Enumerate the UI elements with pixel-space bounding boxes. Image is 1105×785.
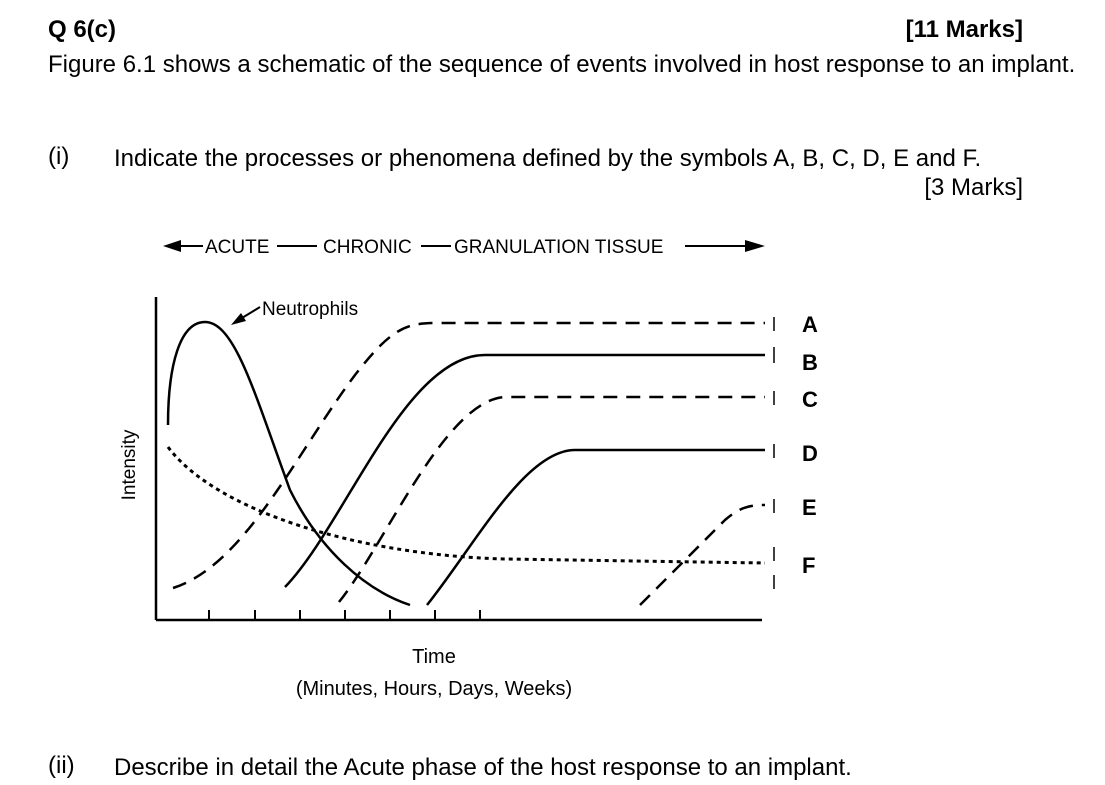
curve-label-d: D	[802, 441, 818, 466]
curve-label-c: C	[802, 387, 818, 412]
part-ii-text: Describe in detail the Acute phase of the host response to an implant.	[114, 754, 852, 781]
question-intro: Figure 6.1 shows a schematic of the sequence of events involved in host response to an implant.	[48, 51, 1076, 78]
question-number: Q 6(c)	[48, 16, 117, 43]
part-ii-number: (ii)	[48, 752, 75, 779]
axes	[156, 297, 762, 620]
x-axis-sublabel: (Minutes, Hours, Days, Weeks)	[295, 678, 573, 700]
neutrophils-arrow	[231, 307, 260, 325]
curve-label-f: F	[802, 553, 816, 578]
curve-c	[339, 397, 765, 602]
question-marks: [11 Marks]	[905, 16, 1023, 43]
curve-label-e: E	[802, 495, 817, 520]
phase-acute-label: ACUTE	[205, 237, 270, 258]
part-i-text: Indicate the processes or phenomena defined by the symbols A, B, C, D, E and F.	[114, 145, 982, 172]
part-i-marks: [3 Marks]	[924, 174, 1023, 201]
host-response-figure	[105, 225, 818, 705]
curve-e	[640, 505, 765, 605]
curve-label-b: B	[802, 350, 818, 375]
neutrophils-curve	[168, 322, 410, 605]
neutrophils-label: Neutrophils	[262, 299, 359, 320]
curve-label-a: A	[802, 312, 818, 337]
curve-f	[168, 447, 765, 563]
phase-chronic-label: CHRONIC	[323, 237, 412, 258]
y-axis-label: Intensity	[119, 429, 140, 501]
curve-d	[427, 450, 765, 605]
phase-granulation-label: GRANULATION TISSUE	[454, 237, 664, 258]
x-axis-label: Time	[412, 646, 456, 668]
part-i-number: (i)	[48, 143, 70, 170]
